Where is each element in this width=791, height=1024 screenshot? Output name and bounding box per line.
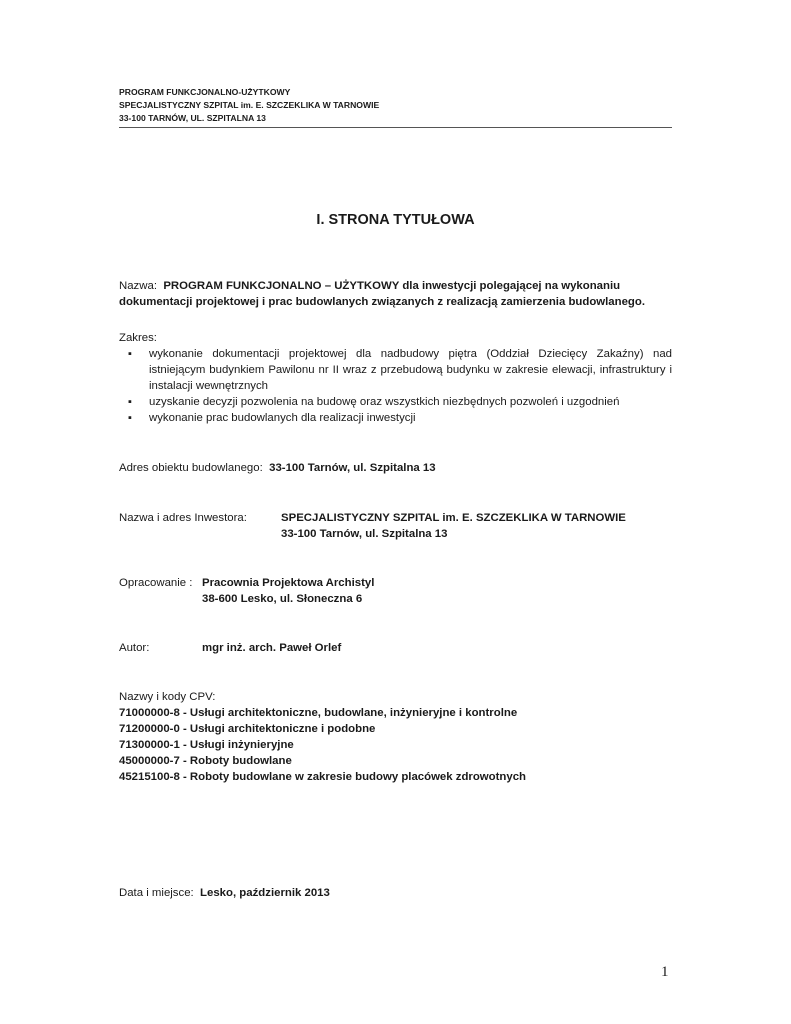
page-number: 1	[661, 964, 669, 980]
cpv-section	[119, 689, 672, 785]
adres-obiektu-value: 33-100 Tarnów, ul. Szpitalna 13	[269, 462, 436, 474]
inwestor-name: SPECJALISTYCZNY SZPITAL im. E. SZCZEKLIKA W TARNOWIE	[281, 512, 626, 524]
zakres-item: ▪ wykonanie dokumentacji projektowej dla nadbudowy piętra (Oddział Dziecięcy Zakaźny) nad istniejącym budynkiem Pawilonu nr II wraz z przebudową budynku w zakresie elewacji, infrastruktury i instalacji wewnętrznych	[119, 346, 672, 394]
cpv-label: Nazwy i kody CPV:	[119, 691, 216, 703]
opracowanie-firm: Pracownia Projektowa Archistyl	[202, 577, 375, 589]
autor-value: mgr inż. arch. Paweł Orlef	[202, 642, 342, 654]
data-miejsce-label: Data i miejsce:	[119, 887, 194, 899]
cpv-item: 71300000-1 - Usługi inżynieryjne	[119, 739, 294, 751]
inwestor-section	[119, 510, 672, 542]
autor-section	[119, 640, 672, 656]
header-line-address: 33-100 TARNÓW, UL. SZPITALNA 13	[119, 113, 266, 123]
opracowanie-address: 38-600 Lesko, ul. Słoneczna 6	[202, 593, 363, 605]
header-rule	[119, 127, 672, 128]
data-miejsce-section	[119, 885, 330, 901]
nazwa-label: Nazwa:	[119, 280, 157, 292]
nazwa-value-line1: PROGRAM FUNKCJONALNO – UŻYTKOWY dla inwestycji polegającej na wykonaniu	[163, 280, 621, 292]
page-title: I. STRONA TYTUŁOWA	[316, 212, 475, 228]
nazwa-value-line2: dokumentacji projektowej i prac budowlanych związanych z realizacją zamierzenia budowlanego.	[119, 296, 646, 308]
zakres-item: ▪ uzyskanie decyzji pozwolenia na budowę oraz wszystkich niezbędnych pozwoleń i uzgodnień	[119, 394, 672, 410]
inwestor-address: 33-100 Tarnów, ul. Szpitalna 13	[281, 528, 448, 540]
data-miejsce-value: Lesko, październik 2013	[200, 887, 330, 899]
zakres-label: Zakres:	[119, 332, 157, 344]
cpv-item: 71000000-8 - Usługi architektoniczne, budowlane, inżynieryjne i kontrolne	[119, 707, 518, 719]
running-header	[119, 86, 672, 125]
cpv-item: 45000000-7 - Roboty budowlane	[119, 755, 292, 767]
cpv-item: 71200000-0 - Usługi architektoniczne i podobne	[119, 723, 376, 735]
header-line-program: PROGRAM FUNKCJONALNO-UŻYTKOWY	[119, 87, 291, 97]
adres-obiektu-section	[119, 460, 436, 476]
zakres-section	[119, 330, 672, 426]
zakres-list	[119, 346, 672, 426]
cpv-item: 45215100-8 - Roboty budowlane w zakresie budowy placówek zdrowotnych	[119, 771, 527, 783]
nazwa-section	[119, 278, 672, 310]
zakres-item: ▪ wykonanie prac budowlanych dla realizacji inwestycji	[119, 410, 672, 426]
header-line-hospital: SPECJALISTYCZNY SZPITAL im. E. SZCZEKLIKA W TARNOWIE	[119, 100, 380, 110]
autor-label: Autor:	[119, 642, 150, 654]
adres-obiektu-label: Adres obiektu budowlanego:	[119, 462, 263, 474]
opracowanie-section	[119, 575, 672, 607]
inwestor-label: Nazwa i adres Inwestora:	[119, 512, 247, 524]
opracowanie-label: Opracowanie :	[119, 577, 193, 589]
